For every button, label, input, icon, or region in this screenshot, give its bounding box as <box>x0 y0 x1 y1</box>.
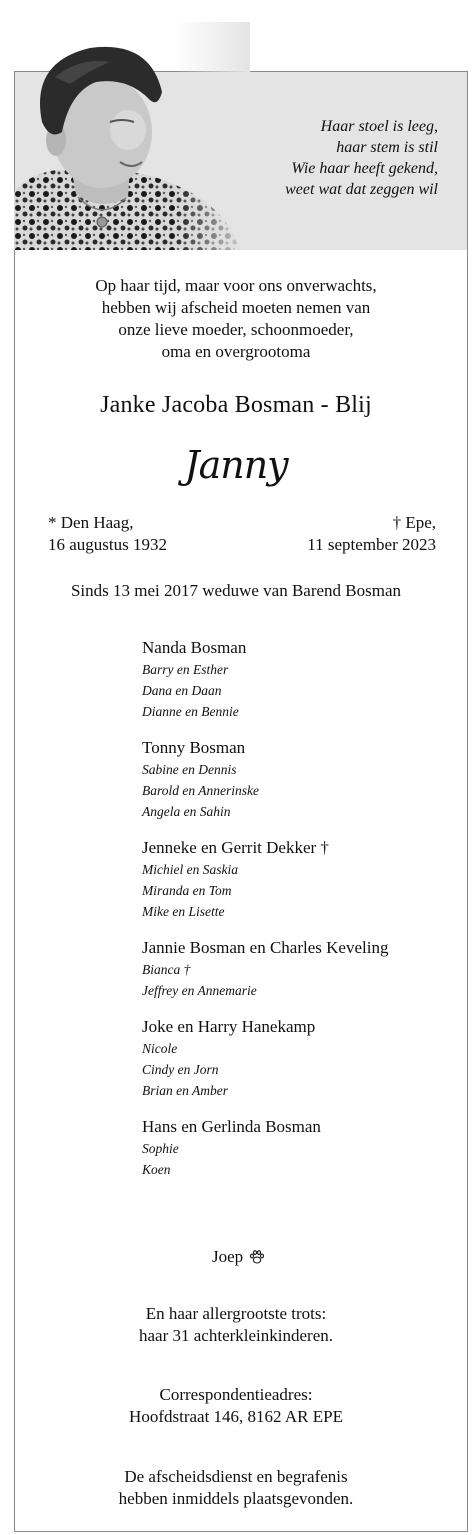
poem-line: weet wat dat zeggen wil <box>285 181 438 198</box>
intro-line: oma en overgrootoma <box>161 342 311 361</box>
family-list <box>142 637 462 1195</box>
intro-line: onze lieve moeder, schoonmoeder, <box>118 320 354 339</box>
great-grandchildren-text <box>0 1303 472 1347</box>
deceased-nickname: Janny <box>184 443 288 487</box>
family-group <box>142 737 462 822</box>
birth-date: 16 augustus 1932 <box>48 535 167 554</box>
family-group <box>142 837 462 922</box>
service-line: De afscheidsdienst en begrafenis <box>124 1467 348 1486</box>
family-member: Bianca † <box>142 962 191 977</box>
trots-line: En haar allergrootste trots: <box>145 1304 327 1323</box>
family-member: Jeffrey en Annemarie <box>142 983 257 998</box>
family-member: Cindy en Jorn <box>142 1062 219 1077</box>
family-member: Michiel en Saskia <box>142 862 238 877</box>
family-member: Dana en Daan <box>142 683 222 698</box>
family-member: Angela en Sahin <box>142 804 231 819</box>
family-member: Barold en Annerinske <box>142 783 259 798</box>
family-group <box>142 1016 462 1101</box>
death-info <box>307 512 436 556</box>
family-member: Barry en Esther <box>142 662 229 677</box>
family-member: Miranda en Tom <box>142 883 232 898</box>
intro-text <box>0 275 472 363</box>
poem-line: Wie haar heeft gekend, <box>291 160 438 177</box>
family-name: Nanda Bosman <box>142 638 247 657</box>
service-notice <box>0 1466 472 1510</box>
intro-line: hebben wij afscheid moeten nemen van <box>101 298 371 317</box>
family-group <box>142 937 462 1001</box>
birth-place: * Den Haag, <box>48 513 134 532</box>
family-member: Koen <box>142 1162 171 1177</box>
family-name: Tonny Bosman <box>142 738 246 757</box>
family-member: Brian en Amber <box>142 1083 228 1098</box>
family-name: Joke en Harry Hanekamp <box>142 1017 316 1036</box>
pet-line <box>212 1247 265 1267</box>
death-date: 11 september 2023 <box>307 535 436 554</box>
family-member: Nicole <box>142 1041 178 1056</box>
widow-line: Sinds 13 mei 2017 weduwe van Barend Bosman <box>70 581 402 600</box>
family-group <box>142 1116 462 1180</box>
poem-line: Haar stoel is leeg, <box>320 118 438 135</box>
poem-line: haar stem is stil <box>336 139 438 156</box>
family-name: Jannie Bosman en Charles Keveling <box>142 938 389 957</box>
family-member: Dianne en Bennie <box>142 704 239 719</box>
deceased-full-name: Janke Jacoba Bosman - Blij <box>100 392 372 418</box>
family-member: Mike en Lisette <box>142 904 225 919</box>
paw-icon <box>249 1249 265 1265</box>
pet-name: Joep <box>212 1247 244 1266</box>
intro-line: Op haar tijd, maar voor ons onverwachts, <box>95 276 377 295</box>
service-line: hebben inmiddels plaatsgevonden. <box>118 1489 354 1508</box>
correspondence-label: Correspondentieadres: <box>159 1385 313 1404</box>
portrait-photo <box>0 22 250 250</box>
family-member: Sabine en Dennis <box>142 762 237 777</box>
family-name: Jenneke en Gerrit Dekker † <box>142 838 329 857</box>
family-member: Sophie <box>142 1141 179 1156</box>
death-place: † Epe, <box>392 513 436 532</box>
family-name: Hans en Gerlinda Bosman <box>142 1117 321 1136</box>
birth-info <box>48 512 167 556</box>
poem <box>285 116 438 200</box>
correspondence-street: Hoofdstraat 146, 8162 AR EPE <box>129 1407 343 1426</box>
trots-line: haar 31 achterkleinkinderen. <box>139 1326 333 1345</box>
family-group <box>142 637 462 722</box>
correspondence-address <box>0 1384 472 1428</box>
